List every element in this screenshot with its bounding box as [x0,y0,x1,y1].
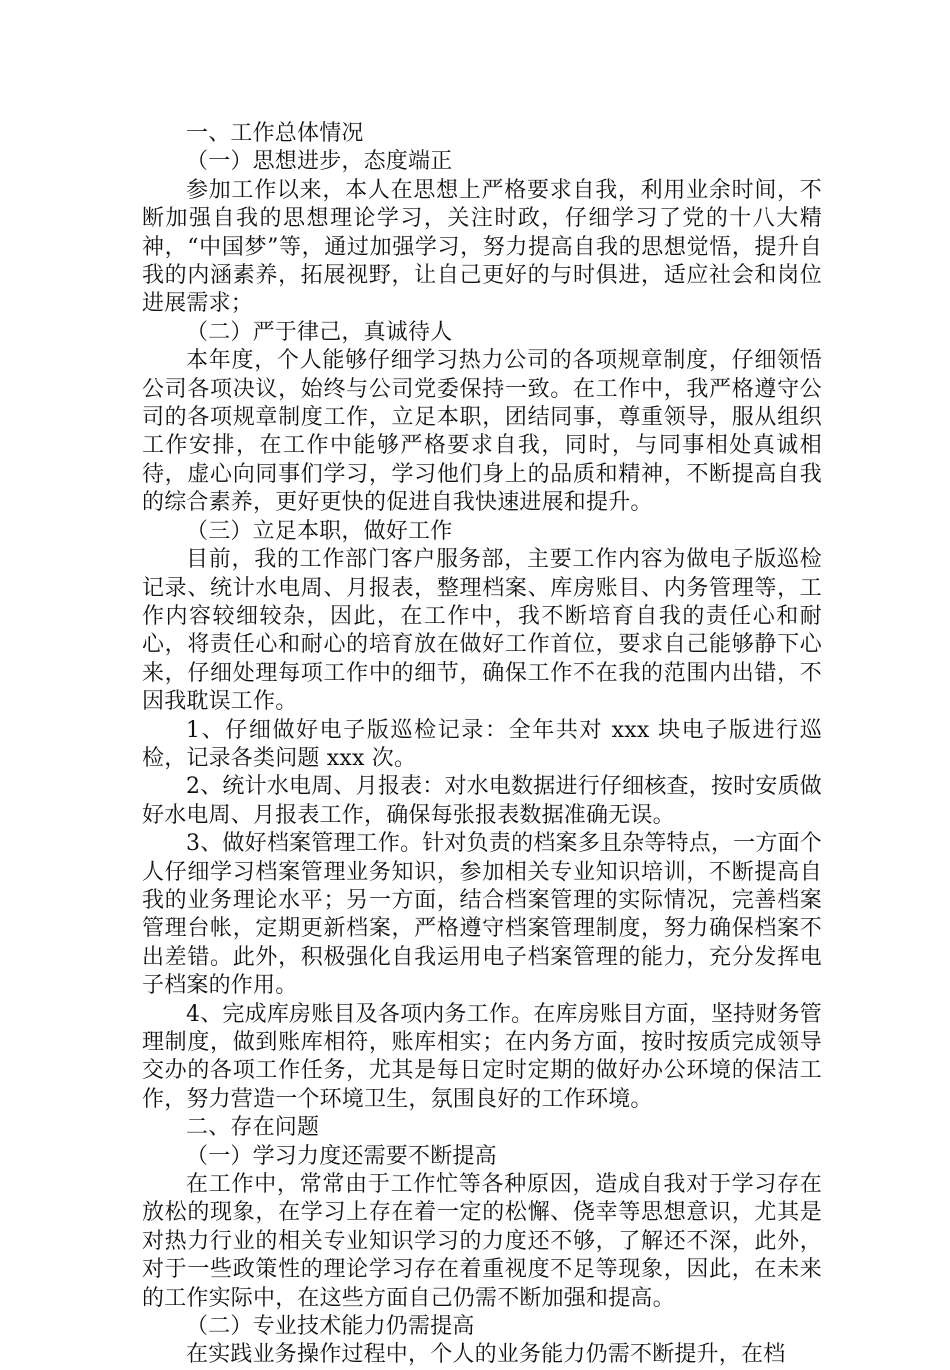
subsection-heading: （二）专业技术能力仍需提高 [186,1314,475,1340]
list-item-paragraph: 3、做好档案管理工作。针对负责的档案多且杂等特点，一方面个人仔细学习档案管理业务知识，参加相关专业知识培训，不断提高自我的业务理论水平；另一方面，结合档案管理的实际情况，完善档案管理台帐，定期更新档案，严格遵守档案管理制度，努力确保档案不出差错。此外，积极强化自我运用电子档案管理的能力，充分发挥电子档案的作用。 [142,831,822,999]
body-paragraph: 在工作中，常常由于工作忙等各种原因，造成自我对于学习存在放松的现象，在学习上存在着一定的松懈、侥幸等思想意识，尤其是对热力行业的相关专业知识学习的力度还不够，了解还不深，此外，对于一些政策性的理论学习存在着重视度不足等现象，因此，在未来的工作实际中，在这些方面自己仍需不断加强和提高。 [142,1172,822,1311]
body-paragraph: 参加工作以来，本人在思想上严格要求自我，利用业余时间，不断加强自我的思想理论学习，关注时政，仔细学习了党的十八大精神，“中国梦”等，通过加强学习，努力提高自我的思想觉悟，提升自我的内涵素养，拓展视野，让自己更好的与时俱进，适应社会和岗位进展需求； [142,177,822,317]
subsection-heading: （一）思想进步，态度端正 [186,149,453,175]
subsection-heading: （一）学习力度还需要不断提高 [186,1143,497,1169]
body-paragraph: 目前，我的工作部门客户服务部，主要工作内容为做电子版巡检记录、统计水电周、月报表，整理档案、库房账目、内务管理等，工作内容较细较杂，因此，在工作中，我不断培育自我的责任心和耐心，将责任心和耐心的培育放在做好工作首位，要求自己能够静下心来，仔细处理每项工作中的细节，确保工作不在我的范围内出错，不因我耽误工作。 [142,547,822,715]
section-heading: 二、存在问题 [186,1115,320,1141]
list-item-paragraph: 1、仔细做好电子版巡检记录：全年共对 xxx 块电子版进行巡检，记录各类问题 xxx 次。 [142,717,822,771]
subsection-heading: （二）严于律己，真诚待人 [186,319,453,345]
body-paragraph: 本年度，个人能够仔细学习热力公司的各项规章制度，仔细领悟公司各项决议，始终与公司党委保持一致。在工作中，我严格遵守公司的各项规章制度工作，立足本职，团结同事，尊重领导，服从组织工作安排，在工作中能够严格要求自我，同时，与同事相处真诚相待，虚心向同事们学习，学习他们身上的品质和精神，不断提高自我的综合素养，更好更快的促进自我快速进展和提升。 [142,348,822,516]
list-item-paragraph: 4、完成库房账目及各项内务工作。在库房账目方面，坚持财务管理制度，做到账库相符，账库相实；在内务方面，按时按质完成领导交办的各项工作任务，尤其是每日定时定期的做好办公环境的保洁工作，努力营造一个环境卫生，氛围良好的工作环境。 [142,1001,822,1112]
document-body [142,120,822,1370]
section-heading: 一、工作总体情况 [186,121,364,146]
subsection-heading: （三）立足本职，做好工作 [186,518,453,544]
list-item-paragraph: 2、统计水电周、月报表：对水电数据进行仔细核查，按时安质做好水电周、月报表工作，确保每张报表数据准确无误。 [142,774,822,828]
body-paragraph: 在实践业务操作过程中，个人的业务能力仍需不断提升，在档 [186,1342,786,1368]
